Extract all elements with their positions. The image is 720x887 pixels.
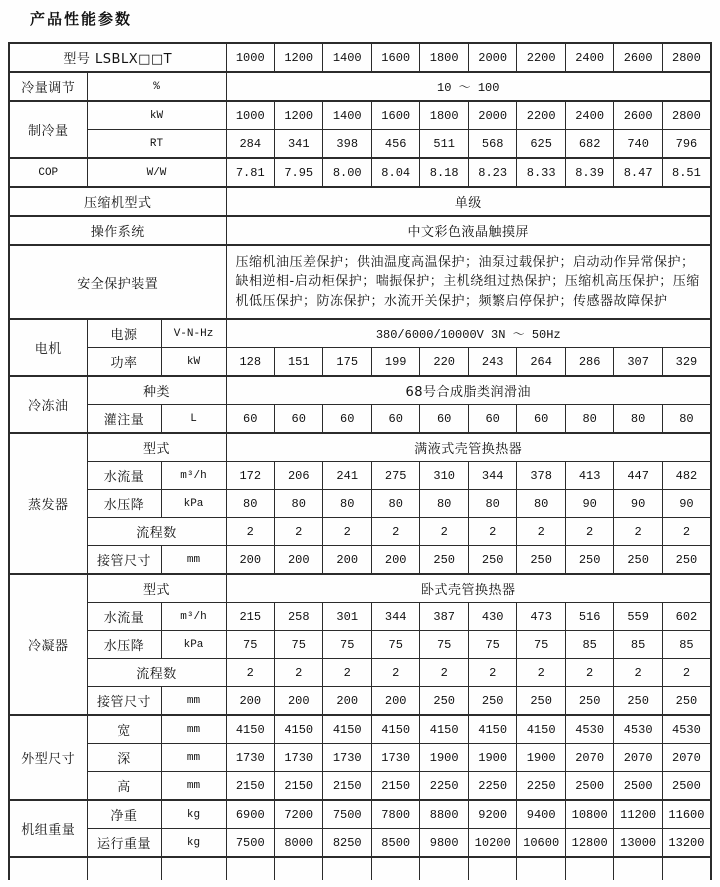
cell-cond-pipe-size-5: 200	[371, 687, 419, 716]
cell-dim-height-11: 2500	[662, 772, 711, 801]
cell-weight-operating-11: 13200	[662, 829, 711, 858]
row-partial-cutoff	[9, 857, 711, 880]
cell-evap-passes-3: 2	[323, 518, 371, 546]
cell-cooling-capacity-kw-2: 1000	[226, 101, 274, 130]
row-cond-flow	[9, 603, 711, 631]
cell-motor-power-0: 功率	[87, 348, 161, 377]
cell-motor-power-7: 243	[468, 348, 516, 377]
cell-evap-pressure-drop-9: 90	[565, 490, 613, 518]
cell-evap-flow-5: 275	[371, 462, 419, 490]
cell-evap-flow-6: 310	[420, 462, 468, 490]
cell-cop-0: COP	[9, 158, 87, 187]
row-dim-width	[9, 715, 711, 744]
cell-evap-flow-11: 482	[662, 462, 711, 490]
cell-cooling-capacity-kw-3: 1200	[275, 101, 323, 130]
cell-partial-cutoff-12	[662, 857, 711, 880]
row-cond-passes	[9, 659, 711, 687]
cell-model-0: 型号 LSBLX□□T	[9, 43, 226, 72]
cell-dim-width-9: 4150	[517, 715, 565, 744]
cell-cooling-capacity-rt-1: 284	[226, 130, 274, 159]
cell-cond-flow-7: 430	[468, 603, 516, 631]
cell-cond-passes-10: 2	[662, 659, 711, 687]
cell-evap-pressure-drop-11: 90	[662, 490, 711, 518]
cell-cooling-capacity-rt-8: 682	[565, 130, 613, 159]
cell-motor-power-10: 307	[614, 348, 662, 377]
cell-capacity-adjust-0: 冷量调节	[9, 72, 87, 101]
cell-dim-depth-2: 1730	[226, 744, 274, 772]
cell-cond-flow-5: 344	[371, 603, 419, 631]
row-dim-height	[9, 772, 711, 801]
cell-oil-charge-11: 80	[662, 405, 711, 434]
cell-weight-net-2: kg	[161, 800, 226, 829]
cell-oil-charge-7: 60	[468, 405, 516, 434]
cell-dim-width-7: 4150	[420, 715, 468, 744]
cell-cond-pipe-size-9: 250	[565, 687, 613, 716]
cell-dim-depth-3: 1730	[275, 744, 323, 772]
cell-cond-passes-0: 流程数	[87, 659, 226, 687]
cell-cond-passes-3: 2	[323, 659, 371, 687]
cell-dim-depth-0: 深	[87, 744, 161, 772]
cell-cond-pressure-drop-2: 75	[226, 631, 274, 659]
cell-evap-pipe-size-9: 250	[565, 546, 613, 575]
cell-cond-pipe-size-10: 250	[614, 687, 662, 716]
cell-model-2: 1200	[275, 43, 323, 72]
cell-dim-depth-11: 2070	[662, 744, 711, 772]
cell-motor-power-supply-1: 电源	[87, 319, 161, 348]
cell-weight-operating-5: 8500	[371, 829, 419, 858]
cell-evap-flow-10: 447	[614, 462, 662, 490]
cell-cop-1: W/W	[87, 158, 226, 187]
cell-evap-pressure-drop-7: 80	[468, 490, 516, 518]
row-capacity-adjust	[9, 72, 711, 101]
cell-dim-height-3: 2150	[275, 772, 323, 801]
cell-oil-charge-6: 60	[420, 405, 468, 434]
row-compressor-type	[9, 187, 711, 216]
cell-cop-5: 8.04	[371, 158, 419, 187]
cell-dim-depth-8: 1900	[517, 744, 565, 772]
cell-cooling-capacity-kw-6: 1800	[420, 101, 468, 130]
cell-evap-pipe-size-1: mm	[161, 546, 226, 575]
cell-cond-pipe-size-1: mm	[161, 687, 226, 716]
cell-cond-passes-2: 2	[275, 659, 323, 687]
cell-evap-pressure-drop-10: 90	[614, 490, 662, 518]
cell-cond-pipe-size-3: 200	[275, 687, 323, 716]
cell-weight-net-10: 10800	[565, 800, 613, 829]
cell-dim-height-7: 2250	[468, 772, 516, 801]
cell-cond-passes-1: 2	[226, 659, 274, 687]
cell-cond-passes-7: 2	[517, 659, 565, 687]
cell-motor-power-5: 199	[371, 348, 419, 377]
cell-evap-pipe-size-0: 接管尺寸	[87, 546, 161, 575]
cell-cond-pressure-drop-0: 水压降	[87, 631, 161, 659]
cell-cond-flow-3: 258	[275, 603, 323, 631]
cell-model-3: 1400	[323, 43, 371, 72]
page-title: 产品性能参数	[30, 10, 133, 28]
cell-cond-type-1: 型式	[87, 574, 226, 603]
cell-model-7: 2200	[517, 43, 565, 72]
cell-oil-charge-10: 80	[614, 405, 662, 434]
cell-dim-height-4: 2150	[323, 772, 371, 801]
row-safety-protection	[9, 245, 711, 319]
cell-cond-pressure-drop-7: 75	[468, 631, 516, 659]
cell-dim-height-1: mm	[161, 772, 226, 801]
cell-partial-cutoff-0	[9, 857, 87, 880]
cell-motor-power-supply-2: V-N-Hz	[161, 319, 226, 348]
row-cop	[9, 158, 711, 187]
cell-cop-9: 8.39	[565, 158, 613, 187]
cell-cond-passes-8: 2	[565, 659, 613, 687]
cell-cooling-capacity-kw-9: 2400	[565, 101, 613, 130]
cell-dim-width-2: mm	[161, 715, 226, 744]
cell-cond-pressure-drop-8: 75	[517, 631, 565, 659]
cell-evap-passes-6: 2	[468, 518, 516, 546]
cell-weight-net-7: 8800	[420, 800, 468, 829]
cell-oil-type-2: 68号合成脂类润滑油	[226, 376, 711, 405]
cell-evap-pressure-drop-8: 80	[517, 490, 565, 518]
cell-evap-pressure-drop-1: kPa	[161, 490, 226, 518]
cell-weight-net-5: 7500	[323, 800, 371, 829]
cell-evap-flow-2: 172	[226, 462, 274, 490]
cell-cond-passes-6: 2	[468, 659, 516, 687]
cell-cooling-capacity-kw-7: 2000	[468, 101, 516, 130]
cell-evap-pipe-size-11: 250	[662, 546, 711, 575]
row-dim-depth	[9, 744, 711, 772]
cell-dim-width-5: 4150	[323, 715, 371, 744]
cell-cooling-capacity-rt-2: 341	[275, 130, 323, 159]
cell-dim-depth-1: mm	[161, 744, 226, 772]
spec-table-body	[9, 43, 711, 880]
cell-cond-pipe-size-8: 250	[517, 687, 565, 716]
spec-table	[8, 42, 712, 880]
cell-partial-cutoff-9	[517, 857, 565, 880]
cell-cond-pressure-drop-6: 75	[420, 631, 468, 659]
cell-motor-power-8: 264	[517, 348, 565, 377]
cell-motor-power-4: 175	[323, 348, 371, 377]
cell-evap-passes-5: 2	[420, 518, 468, 546]
cell-dim-depth-7: 1900	[468, 744, 516, 772]
cell-cond-pressure-drop-3: 75	[275, 631, 323, 659]
cell-dim-width-1: 宽	[87, 715, 161, 744]
row-evap-flow	[9, 462, 711, 490]
cell-oil-charge-3: 60	[275, 405, 323, 434]
cell-evap-pressure-drop-5: 80	[371, 490, 419, 518]
cell-cooling-capacity-kw-11: 2800	[662, 101, 711, 130]
cell-cop-8: 8.33	[517, 158, 565, 187]
cell-cop-6: 8.18	[420, 158, 468, 187]
cell-cond-flow-2: 215	[226, 603, 274, 631]
cell-cooling-capacity-rt-4: 456	[371, 130, 419, 159]
cell-dim-width-8: 4150	[468, 715, 516, 744]
cell-weight-net-8: 9200	[468, 800, 516, 829]
cell-evap-passes-0: 流程数	[87, 518, 226, 546]
cell-cond-passes-9: 2	[614, 659, 662, 687]
cell-cond-flow-11: 602	[662, 603, 711, 631]
cell-dim-width-12: 4530	[662, 715, 711, 744]
cell-evap-pipe-size-3: 200	[275, 546, 323, 575]
cell-cond-flow-10: 559	[614, 603, 662, 631]
cell-evap-pressure-drop-4: 80	[323, 490, 371, 518]
row-motor-power-supply	[9, 319, 711, 348]
row-motor-power	[9, 348, 711, 377]
cell-dim-height-6: 2250	[420, 772, 468, 801]
cell-oil-charge-0: 灌注量	[87, 405, 161, 434]
cell-evap-pipe-size-2: 200	[226, 546, 274, 575]
cell-motor-power-supply-0: 电机	[9, 319, 87, 376]
cell-cop-3: 7.95	[275, 158, 323, 187]
cell-oil-type-1: 种类	[87, 376, 226, 405]
row-weight-net	[9, 800, 711, 829]
row-oil-charge	[9, 405, 711, 434]
cell-cond-pipe-size-7: 250	[468, 687, 516, 716]
cell-cond-pipe-size-0: 接管尺寸	[87, 687, 161, 716]
cell-evap-passes-10: 2	[662, 518, 711, 546]
cell-weight-operating-9: 12800	[565, 829, 613, 858]
cell-dim-width-0: 外型尺寸	[9, 715, 87, 800]
cell-partial-cutoff-8	[468, 857, 516, 880]
cell-dim-height-8: 2250	[517, 772, 565, 801]
cell-motor-power-6: 220	[420, 348, 468, 377]
cell-dim-width-11: 4530	[614, 715, 662, 744]
cell-dim-height-2: 2150	[226, 772, 274, 801]
cell-partial-cutoff-2	[161, 857, 226, 880]
cell-evap-flow-9: 413	[565, 462, 613, 490]
row-cond-pipe-size	[9, 687, 711, 716]
cell-dim-depth-5: 1730	[371, 744, 419, 772]
spec-table-container	[8, 42, 716, 880]
cell-oil-charge-5: 60	[371, 405, 419, 434]
cell-cooling-capacity-kw-10: 2600	[614, 101, 662, 130]
cell-dim-width-3: 4150	[226, 715, 274, 744]
cell-compressor-type-0: 压缩机型式	[9, 187, 226, 216]
cell-weight-net-3: 6900	[226, 800, 274, 829]
cell-evap-flow-7: 344	[468, 462, 516, 490]
cell-model-1: 1000	[226, 43, 274, 72]
cell-partial-cutoff-5	[323, 857, 371, 880]
row-oil-type	[9, 376, 711, 405]
cell-cond-pressure-drop-5: 75	[371, 631, 419, 659]
cell-cond-flow-6: 387	[420, 603, 468, 631]
cell-evap-type-2: 满液式壳管换热器	[226, 433, 711, 462]
cell-cop-11: 8.51	[662, 158, 711, 187]
row-cond-pressure-drop	[9, 631, 711, 659]
cell-cond-type-2: 卧式壳管换热器	[226, 574, 711, 603]
cell-evap-flow-4: 241	[323, 462, 371, 490]
cell-evap-flow-3: 206	[275, 462, 323, 490]
cell-evap-passes-9: 2	[614, 518, 662, 546]
cell-evap-flow-8: 378	[517, 462, 565, 490]
cell-partial-cutoff-7	[420, 857, 468, 880]
row-weight-operating	[9, 829, 711, 858]
cell-weight-net-1: 净重	[87, 800, 161, 829]
cell-evap-passes-2: 2	[275, 518, 323, 546]
cell-motor-power-9: 286	[565, 348, 613, 377]
cell-weight-net-9: 9400	[517, 800, 565, 829]
cell-safety-protection-1: 压缩机油压差保护；供油温度高温保护；油泵过载保护；启动动作异常保护；缺相逆相-启动柜保护；喘振保护；主机绕组过热保护；压缩机高压保护；压缩机低压保护；防冻保护；水流开关保护；频繁启停保护；传感器故障保护	[226, 245, 711, 319]
cell-dim-width-6: 4150	[371, 715, 419, 744]
cell-cond-flow-4: 301	[323, 603, 371, 631]
cell-evap-flow-0: 水流量	[87, 462, 161, 490]
cell-cond-pipe-size-2: 200	[226, 687, 274, 716]
cell-partial-cutoff-6	[371, 857, 419, 880]
cell-evap-flow-1: m³/h	[161, 462, 226, 490]
cell-capacity-adjust-1: %	[87, 72, 226, 101]
cell-cooling-capacity-rt-5: 511	[420, 130, 468, 159]
cell-dim-depth-10: 2070	[614, 744, 662, 772]
cell-evap-pressure-drop-2: 80	[226, 490, 274, 518]
cell-cooling-capacity-kw-8: 2200	[517, 101, 565, 130]
cell-cooling-capacity-rt-6: 568	[468, 130, 516, 159]
cell-cond-pressure-drop-11: 85	[662, 631, 711, 659]
cell-capacity-adjust-2: 10 ～ 100	[226, 72, 711, 101]
cell-cond-pipe-size-11: 250	[662, 687, 711, 716]
cell-cond-flow-9: 516	[565, 603, 613, 631]
row-cond-type	[9, 574, 711, 603]
cell-oil-charge-9: 80	[565, 405, 613, 434]
cell-partial-cutoff-10	[565, 857, 613, 880]
cell-operating-system-0: 操作系统	[9, 216, 226, 245]
cell-cop-7: 8.23	[468, 158, 516, 187]
cell-dim-depth-4: 1730	[323, 744, 371, 772]
row-cooling-capacity-kw	[9, 101, 711, 130]
cell-partial-cutoff-4	[275, 857, 323, 880]
cell-cond-pressure-drop-1: kPa	[161, 631, 226, 659]
row-model	[9, 43, 711, 72]
cell-operating-system-1: 中文彩色液晶触摸屏	[226, 216, 711, 245]
cell-dim-width-4: 4150	[275, 715, 323, 744]
cell-cond-pressure-drop-4: 75	[323, 631, 371, 659]
cell-weight-net-4: 7200	[275, 800, 323, 829]
cell-weight-operating-10: 13000	[614, 829, 662, 858]
cell-evap-passes-8: 2	[565, 518, 613, 546]
cell-evap-type-1: 型式	[87, 433, 226, 462]
cell-motor-power-3: 151	[275, 348, 323, 377]
cell-cond-type-0: 冷凝器	[9, 574, 87, 715]
cell-evap-pipe-size-4: 200	[323, 546, 371, 575]
cell-evap-pressure-drop-3: 80	[275, 490, 323, 518]
cell-weight-operating-1: kg	[161, 829, 226, 858]
cell-evap-passes-1: 2	[226, 518, 274, 546]
cell-cop-10: 8.47	[614, 158, 662, 187]
row-evap-pressure-drop	[9, 490, 711, 518]
cell-cooling-capacity-kw-0: 制冷量	[9, 101, 87, 158]
cell-dim-depth-9: 2070	[565, 744, 613, 772]
cell-partial-cutoff-11	[614, 857, 662, 880]
cell-model-8: 2400	[565, 43, 613, 72]
row-evap-passes	[9, 518, 711, 546]
cell-cooling-capacity-kw-1: kW	[87, 101, 226, 130]
row-operating-system	[9, 216, 711, 245]
cell-evap-passes-4: 2	[371, 518, 419, 546]
row-evap-pipe-size	[9, 546, 711, 575]
cell-cop-2: 7.81	[226, 158, 274, 187]
cell-cooling-capacity-rt-0: RT	[87, 130, 226, 159]
cell-evap-pipe-size-10: 250	[614, 546, 662, 575]
cell-cond-flow-8: 473	[517, 603, 565, 631]
cell-weight-operating-7: 10200	[468, 829, 516, 858]
cell-model-10: 2800	[662, 43, 711, 72]
cell-cond-pipe-size-6: 250	[420, 687, 468, 716]
cell-evap-pressure-drop-6: 80	[420, 490, 468, 518]
cell-evap-pressure-drop-0: 水压降	[87, 490, 161, 518]
cell-oil-charge-8: 60	[517, 405, 565, 434]
cell-cooling-capacity-rt-9: 740	[614, 130, 662, 159]
cell-oil-charge-4: 60	[323, 405, 371, 434]
cell-oil-charge-2: 60	[226, 405, 274, 434]
cell-evap-type-0: 蒸发器	[9, 433, 87, 574]
cell-weight-operating-0: 运行重量	[87, 829, 161, 858]
cell-cooling-capacity-kw-5: 1600	[371, 101, 419, 130]
cell-dim-height-5: 2150	[371, 772, 419, 801]
cell-oil-charge-1: L	[161, 405, 226, 434]
cell-weight-net-6: 7800	[371, 800, 419, 829]
cell-model-5: 1800	[420, 43, 468, 72]
cell-model-6: 2000	[468, 43, 516, 72]
cell-partial-cutoff-3	[226, 857, 274, 880]
cell-safety-protection-0: 安全保护装置	[9, 245, 226, 319]
cell-motor-power-11: 329	[662, 348, 711, 377]
cell-dim-height-0: 高	[87, 772, 161, 801]
cell-dim-depth-6: 1900	[420, 744, 468, 772]
cell-weight-net-0: 机组重量	[9, 800, 87, 857]
cell-compressor-type-1: 单级	[226, 187, 711, 216]
cell-weight-operating-3: 8000	[275, 829, 323, 858]
cell-cond-passes-5: 2	[420, 659, 468, 687]
cell-cooling-capacity-rt-7: 625	[517, 130, 565, 159]
cell-cooling-capacity-rt-3: 398	[323, 130, 371, 159]
cell-evap-pipe-size-8: 250	[517, 546, 565, 575]
cell-model-4: 1600	[371, 43, 419, 72]
cell-dim-height-9: 2500	[565, 772, 613, 801]
cell-weight-operating-6: 9800	[420, 829, 468, 858]
cell-weight-net-12: 11600	[662, 800, 711, 829]
cell-oil-type-0: 冷冻油	[9, 376, 87, 433]
cell-cond-passes-4: 2	[371, 659, 419, 687]
row-cooling-capacity-rt	[9, 130, 711, 159]
cell-motor-power-1: kW	[161, 348, 226, 377]
cell-evap-pipe-size-7: 250	[468, 546, 516, 575]
cell-partial-cutoff-1	[87, 857, 161, 880]
cell-dim-height-10: 2500	[614, 772, 662, 801]
cell-dim-width-10: 4530	[565, 715, 613, 744]
cell-cond-flow-0: 水流量	[87, 603, 161, 631]
cell-cond-pressure-drop-9: 85	[565, 631, 613, 659]
cell-cond-flow-1: m³/h	[161, 603, 226, 631]
cell-motor-power-supply-3: 380/6000/10000V 3N ～ 50Hz	[226, 319, 711, 348]
cell-motor-power-2: 128	[226, 348, 274, 377]
cell-weight-net-11: 11200	[614, 800, 662, 829]
cell-cooling-capacity-rt-10: 796	[662, 130, 711, 159]
cell-weight-operating-8: 10600	[517, 829, 565, 858]
cell-cop-4: 8.00	[323, 158, 371, 187]
cell-weight-operating-4: 8250	[323, 829, 371, 858]
cell-evap-passes-7: 2	[517, 518, 565, 546]
cell-weight-operating-2: 7500	[226, 829, 274, 858]
cell-cond-pipe-size-4: 200	[323, 687, 371, 716]
row-evap-type	[9, 433, 711, 462]
cell-cooling-capacity-kw-4: 1400	[323, 101, 371, 130]
cell-evap-pipe-size-6: 250	[420, 546, 468, 575]
cell-model-9: 2600	[614, 43, 662, 72]
cell-evap-pipe-size-5: 200	[371, 546, 419, 575]
cell-cond-pressure-drop-10: 85	[614, 631, 662, 659]
